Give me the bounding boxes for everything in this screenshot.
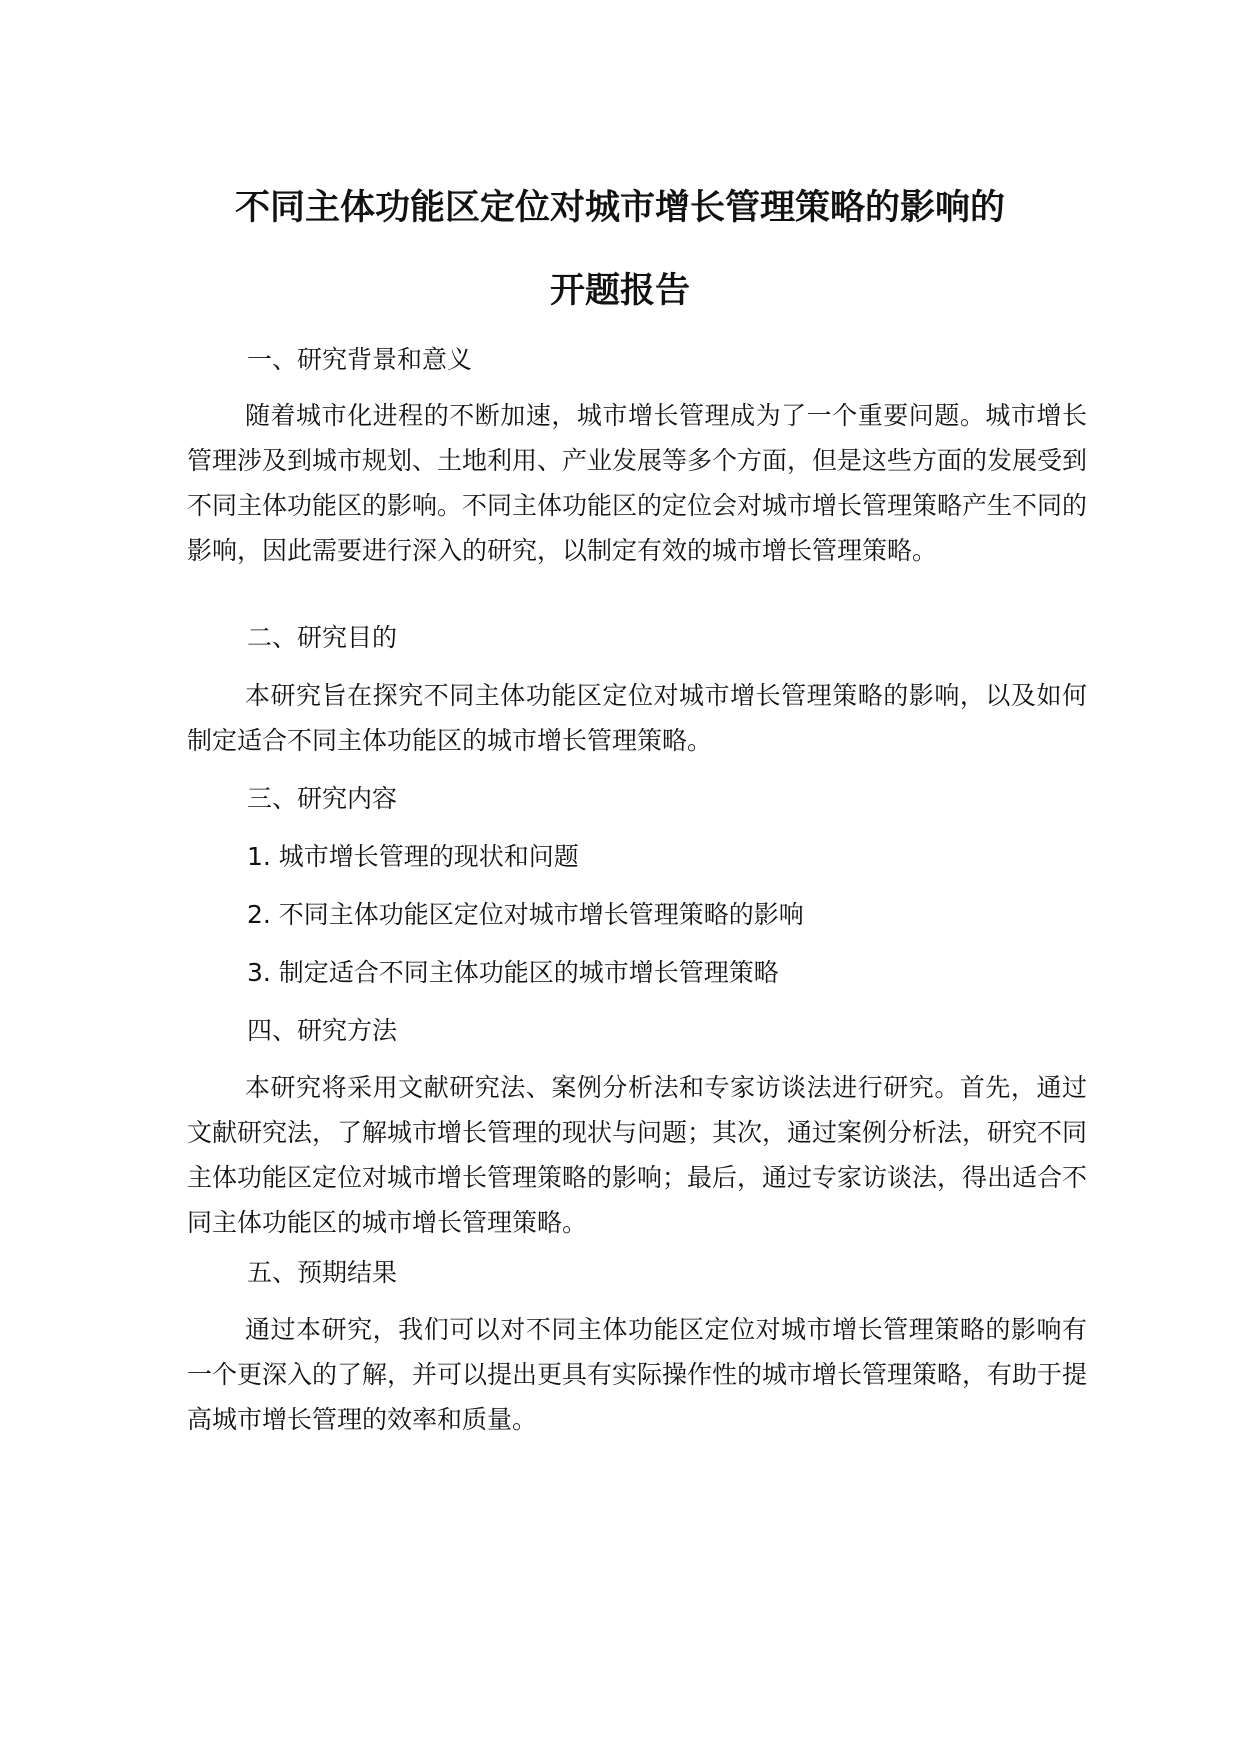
section-3-heading: 三、研究内容 xyxy=(247,784,398,813)
document-title-line-2: 开题报告 xyxy=(549,271,690,311)
section-1-heading: 一、研究背景和意义 xyxy=(247,345,473,374)
section-4-heading: 四、研究方法 xyxy=(247,1016,398,1045)
research-content-item-1: 1. 城市增长管理的现状和问题 xyxy=(247,842,579,871)
research-content-item-3: 3. 制定适合不同主体功能区的城市增长管理策略 xyxy=(247,958,779,987)
research-content-item-2: 2. 不同主体功能区定位对城市增长管理策略的影响 xyxy=(247,900,804,929)
section-5-paragraph: 通过本研究，我们可以对不同主体功能区定位对城市增长管理策略的影响有一个更深入的了解，并可以提出更具有实际操作性的城市增长管理策略，有助于提高城市增长管理的效率和质量。 xyxy=(187,1315,1088,1434)
section-4-paragraph: 本研究将采用文献研究法、案例分析法和专家访谈法进行研究。首先，通过文献研究法，了解城市增长管理的现状与问题；其次，通过案例分析法，研究不同主体功能区定位对城市增长管理策略的影响；最后，通过专家访谈法，得出适合不同主体功能区的城市增长管理策略。 xyxy=(187,1073,1088,1237)
document-title-line-1: 不同主体功能区定位对城市增长管理策略的影响的 xyxy=(234,188,1005,228)
section-2-heading: 二、研究目的 xyxy=(247,623,398,652)
section-2-paragraph: 本研究旨在探究不同主体功能区定位对城市增长管理策略的影响，以及如何制定适合不同主体功能区的城市增长管理策略。 xyxy=(187,681,1087,755)
section-1-paragraph: 随着城市化进程的不断加速，城市增长管理成为了一个重要问题。城市增长管理涉及到城市规划、土地利用、产业发展等多个方面，但是这些方面的发展受到不同主体功能区的影响。不同主体功能区的定位会对城市增长管理策略产生不同的影响，因此需要进行深入的研究，以制定有效的城市增长管理策略。 xyxy=(187,401,1088,565)
section-5-heading: 五、预期结果 xyxy=(247,1258,398,1287)
